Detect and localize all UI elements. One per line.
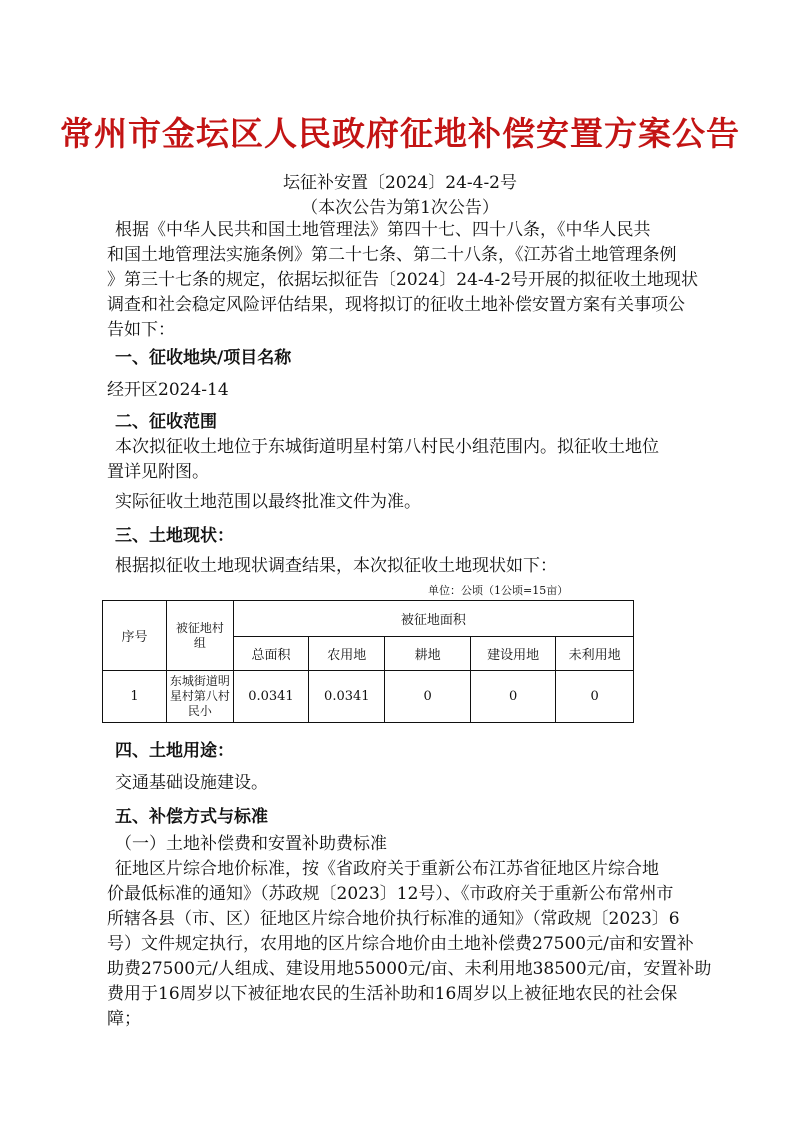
table-cell-seq: 1 [103,671,167,723]
table-cell-farmland: 0.0341 [309,671,385,723]
compensation-line: 费用于16周岁以下被征地农民的生活补助和16周岁以上被征地农民的社会保 [107,984,678,1004]
table-header-farmland: 农用地 [309,637,385,671]
scope-note: 实际征收土地范围以最终批准文件为准。 [115,492,421,512]
table-cell-unused: 0 [556,671,634,723]
intro-line: 告如下： [107,320,175,340]
section-heading-2: 二、征收范围 [115,412,217,432]
unit-note: 单位：公顷（1公顷=15亩） [428,584,569,597]
table-header-total-area: 总面积 [233,637,308,671]
intro-line: 和国土地管理法实施条例》第二十七条、第二十八条，《江苏省土地管理条例 [107,245,677,265]
section-heading-4: 四、土地用途： [115,741,234,761]
compensation-line: 价最低标准的通知》（苏政规〔2023〕12号）、《市政府关于重新公布常州市 [107,884,674,904]
compensation-line: 征地区片综合地价标准，按《省政府关于重新公布江苏省征地区片综合地 [115,859,659,879]
table-cell-cultivated: 0 [385,671,470,723]
table-header-seq: 序号 [103,601,167,671]
section-heading-3: 三、土地现状： [115,526,234,546]
compensation-line: 所辖各县（市、区）征地区片综合地价执行标准的通知》（常政规〔2023〕6 [107,909,680,929]
land-status-table [102,600,634,723]
doc-number: 坛征补安置〔2024〕24-4-2号 [282,173,517,193]
table-cell-village: 东城街道明星村第八村民小 [166,671,233,723]
compensation-line: 号）文件规定执行，农用地的区片综合地价由土地补偿费27500元/亩和安置补 [107,934,694,954]
project-name: 经开区2024-14 [107,380,229,400]
notice-order: （本次公告为第1次公告） [301,198,499,218]
table-cell-total-area: 0.0341 [233,671,308,723]
intro-line: 调查和社会稳定风险评估结果，现将拟订的征收土地补偿安置方案有关事项公 [107,295,685,315]
scope-line: 本次拟征收土地位于东城街道明星村第八村民小组范围内。拟征收土地位 [115,437,659,457]
compensation-line: 障； [107,1009,141,1029]
table-header-area-group: 被征地面积 [233,601,633,637]
table-header-cultivated: 耕地 [385,637,470,671]
land-status-intro: 根据拟征收土地现状调查结果，本次拟征收土地现状如下： [115,556,557,576]
table-row [103,671,634,723]
land-use: 交通基础设施建设。 [115,773,268,793]
subsection-heading: （一）土地补偿费和安置补助费标准 [115,834,387,854]
page-title: 常州市金坛区人民政府征地补偿安置方案公告 [60,114,740,153]
table-cell-construction: 0 [470,671,555,723]
table-header-village: 被征地村组 [166,601,233,671]
compensation-line: 助费27500元/人组成、建设用地55000元/亩、未利用地38500元/亩，安置补助 [107,959,712,979]
intro-line: 》第三十七条的规定，依据坛拟征告〔2024〕24-4-2号开展的拟征收土地现状 [107,270,699,290]
table-header-unused: 未利用地 [556,637,634,671]
section-heading-1: 一、征收地块/项目名称 [115,348,292,368]
table-header-construction: 建设用地 [470,637,555,671]
section-heading-5: 五、补偿方式与标准 [115,807,268,827]
intro-line: 根据《中华人民共和国土地管理法》第四十七、四十八条，《中华人民共 [115,220,651,240]
scope-line: 置详见附图。 [107,462,209,482]
